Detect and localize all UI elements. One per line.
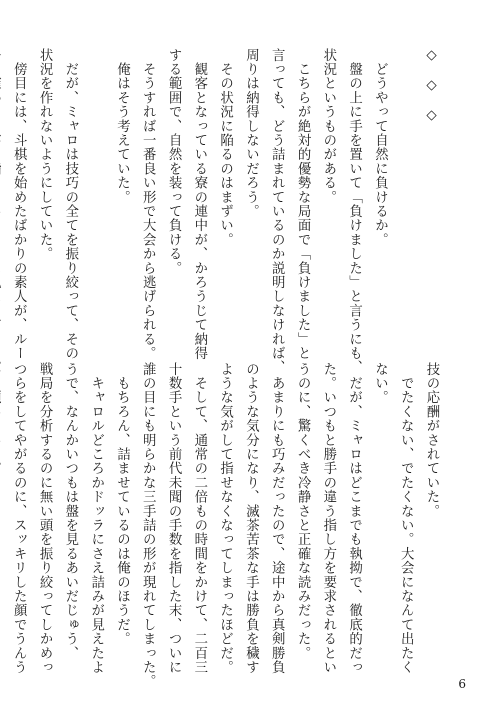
text-line: つらをしてやがるのに、スッキリした顔でうんう: [11, 362, 27, 675]
text-line: 技の応酬がされていた。: [424, 362, 439, 519]
page-number: 6: [458, 677, 466, 691]
text-line: 状況を作れないようにしていた。: [37, 48, 53, 261]
text-line: た。いつもと勝手の違う指し方を要求されるとい: [320, 362, 336, 675]
text-line: [0, 48, 5, 348]
text-line: キャロルどころかドッラにさえ詰みが見えたよ: [88, 362, 104, 675]
text-line: こちらが絶対的優勢な局面で「負けました」と: [295, 48, 311, 361]
text-line: のような気分になり、滅茶苦茶な手は勝負を穢す: [243, 362, 259, 675]
text-line: うで、なんかいつもは盤を見るあいだじゅう、: [62, 362, 78, 661]
text-line: あまりにも巧みだったので、途中から真剣勝負: [269, 362, 285, 675]
text-line: 誰の目にも明らかな三手詰の形が現れてしまった。: [140, 362, 156, 689]
text-line: 戦局を分析するのに無い頭を振り絞ってしかめっ: [37, 362, 53, 675]
text-line: ない。: [372, 362, 388, 405]
text-line: 傍目には、斗棋を始めたばかりの素人が、ルー: [11, 48, 27, 361]
text-line: その状況に陥るのはまずい。: [217, 48, 233, 247]
text-line: もちろん、詰ませているのは俺のほうだ。: [114, 362, 130, 646]
text-line: [83, 48, 109, 348]
text-line: 周りは納得しないだろう。: [243, 48, 259, 219]
text-line: 俺はそう考えていた。: [114, 48, 130, 205]
text-line: そして、通常の二倍もの時間をかけて、二百三: [191, 362, 207, 675]
top-text-block: [0, 48, 444, 375]
text-line: 十数手という前代未聞の手数を指した末、ついに: [166, 362, 182, 675]
text-line: うのに、驚くべき冷静さと正確な読みだった。: [295, 362, 311, 661]
text-line: ような気がして指せなくなってしまったほどだ。: [217, 362, 233, 675]
bottom-text-block: [0, 362, 444, 689]
text-line: そうすれば一番良い形で大会から逃げられる。: [140, 48, 156, 361]
text-line: だが、ミャロは技巧の全てを振り絞って、その: [62, 48, 78, 361]
section-break-marker: ◇ ◇ ◇: [424, 48, 439, 124]
text-line: 言っても、どう詰まれているのか説明しなければ、: [269, 48, 285, 375]
text-line: どうやって自然に負けるか。: [372, 48, 388, 247]
text-line: 盤の上に手を置いて「負けました」と言うにも、: [346, 48, 362, 375]
text-line: 状況というものがある。: [320, 48, 336, 205]
text-line: だが、ミャロはどこまでも執拗で、徹底的だっ: [346, 362, 362, 675]
text-line: でたくない、でたくない。大会になんて出たく: [398, 362, 414, 675]
text-line: [392, 48, 418, 348]
text-line: する範囲で、自然を装って負ける。: [166, 48, 182, 276]
text-line: 観客となっている寮の連中が、かろうじて納得: [191, 48, 207, 361]
